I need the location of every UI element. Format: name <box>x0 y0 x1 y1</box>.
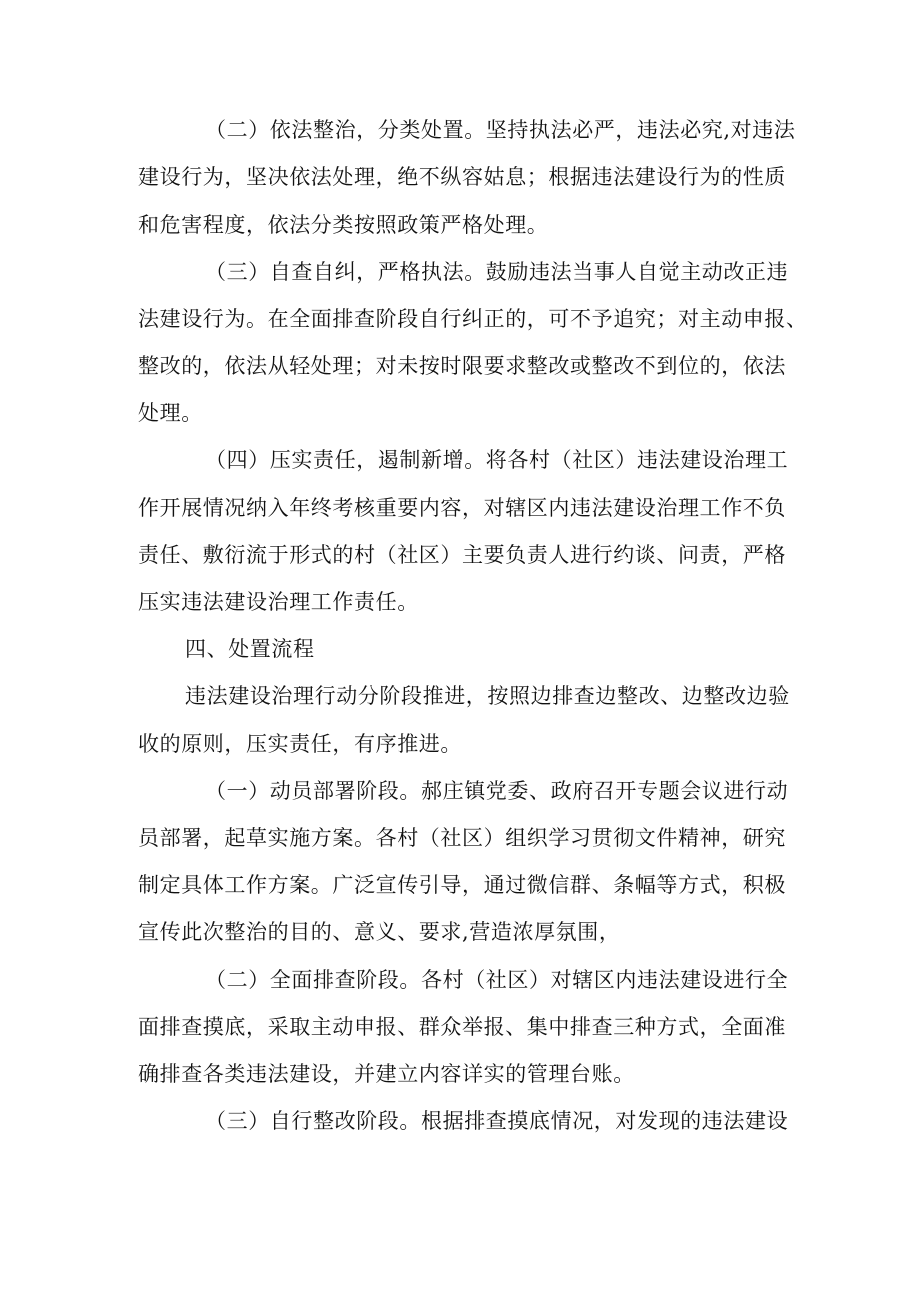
text-line: 确排查各类违法建设，并建立内容详实的管理台账。 <box>138 1062 635 1086</box>
text-line: 员部署，起草实施方案。各村（社区）组织学习贯彻文件精神，研究 <box>138 826 786 850</box>
text-line: （三）自行整改阶段。根据排查摸底情况，对发现的违法建设 <box>205 1109 789 1133</box>
text-line: （二）全面排查阶段。各村（社区）对辖区内违法建设进行全 <box>205 968 789 992</box>
text-line: 违法建设治理行动分阶段推进，按照边排查边整改、边整改边验 <box>185 684 790 708</box>
text-line: 压实违法建设治理工作责任。 <box>138 590 419 614</box>
text-line: 面排查摸底，采取主动申报、群众举报、集中排查三种方式，全面准 <box>138 1015 786 1039</box>
text-line: 制定具体工作方案。广泛宣传引导，通过微信群、条幅等方式，积极 <box>138 873 786 897</box>
text-line: 处理。 <box>138 401 203 425</box>
section-heading: 四、处置流程 <box>185 637 315 661</box>
text-line: （四）压实责任，遏制新增。将各村（社区）违法建设治理工 <box>205 448 789 472</box>
text-line: 收的原则，压实责任，有序推进。 <box>138 732 462 756</box>
text-line: 和危害程度，依法分类按照政策严格处理。 <box>138 213 549 237</box>
text-line: 作开展情况纳入年终考核重要内容，对辖区内违法建设治理工作不负 <box>138 496 786 520</box>
text-line: （三）自查自纠，严格执法。鼓励违法当事人自觉主动改正违 <box>205 260 789 284</box>
text-line: （一）动员部署阶段。郝庄镇党委、政府召开专题会议进行动 <box>205 779 789 803</box>
text-line: （二）依法整治，分类处置。坚持执法必严，违法必究,对违法 <box>205 118 796 142</box>
text-line: 建设行为，坚决依法处理，绝不纵容姑息；根据违法建设行为的性质 <box>138 165 786 189</box>
text-line: 宣传此次整治的目的、意义、要求,营造浓厚氛围， <box>138 920 621 944</box>
text-line: 责任、敷衍流于形式的村（社区）主要负责人进行约谈、问责，严格 <box>138 543 786 567</box>
text-line: 整改的，依法从轻处理；对未按时限要求整改或整改不到位的，依法 <box>138 354 786 378</box>
text-line: 法建设行为。在全面排查阶段自行纠正的，可不予追究；对主动申报、 <box>138 307 808 331</box>
